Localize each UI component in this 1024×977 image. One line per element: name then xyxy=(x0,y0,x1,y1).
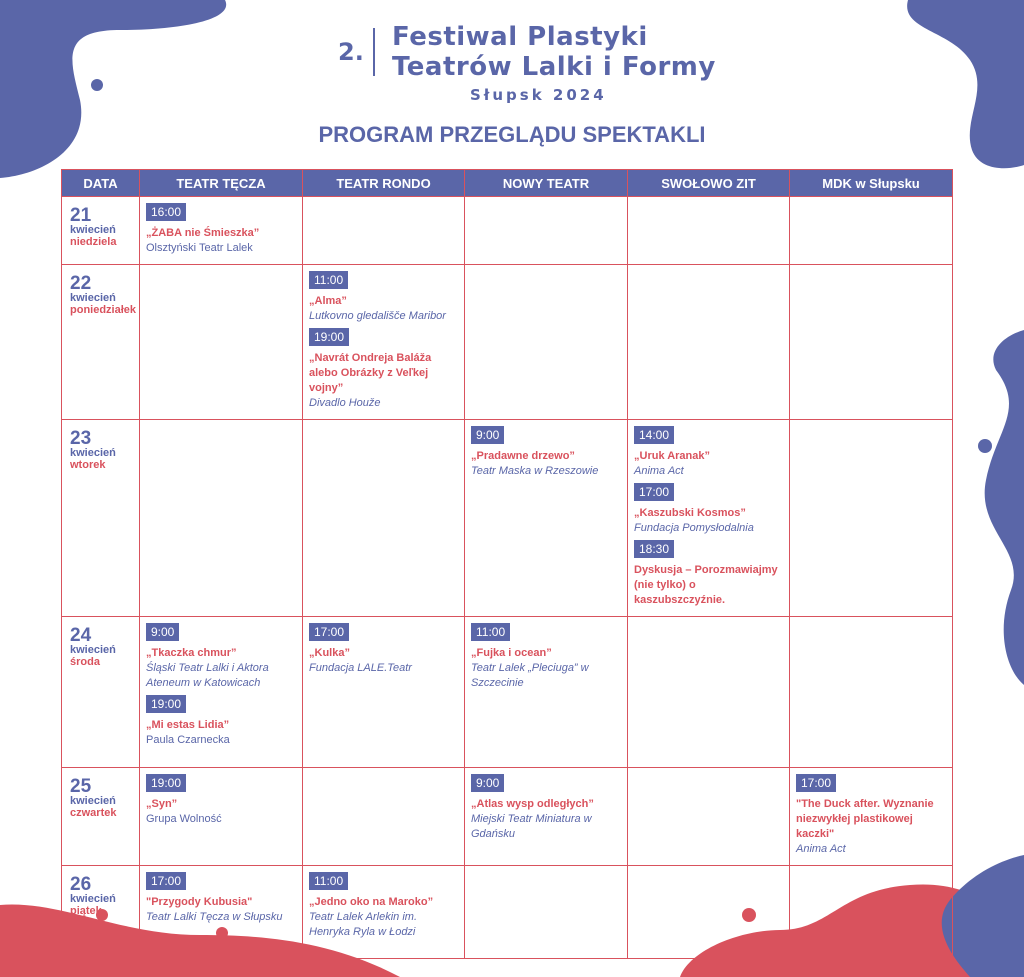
schedule-table xyxy=(61,169,953,959)
schedule-cell xyxy=(628,866,790,959)
event-organizer: Fundacja Pomysłodalnia xyxy=(634,522,754,534)
schedule-cell xyxy=(465,617,628,768)
col-header-nowy-teatr: NOWY TEATR xyxy=(465,170,628,197)
col-header-swolowo-zit: SWOŁOWO ZIT xyxy=(628,170,790,197)
event-item xyxy=(146,774,296,827)
event-organizer: Teatr Lalek „Pleciuga” w Szczecinie xyxy=(471,662,589,689)
day-number: 21 xyxy=(70,205,92,226)
schedule-cell xyxy=(465,866,628,959)
date-cell xyxy=(62,265,140,420)
event-title: „Tkaczka chmur” xyxy=(146,647,237,659)
event-item xyxy=(471,623,621,691)
date-cell xyxy=(62,617,140,768)
right-dot xyxy=(977,438,993,454)
day-name: wtorek xyxy=(70,459,106,471)
schedule-cell xyxy=(790,420,953,617)
schedule-cell xyxy=(465,265,628,420)
event-title: „Navrát Ondreja Baláža alebo Obrázky z Veľkej vojny” xyxy=(309,352,432,394)
event-title: „Atlas wysp odległych” xyxy=(471,798,594,810)
table-row xyxy=(62,420,953,617)
schedule-cell xyxy=(628,768,790,866)
event-organizer: Teatr Lalki Tęcza w Słupsku xyxy=(146,911,283,923)
schedule-cell xyxy=(465,420,628,617)
event-title: „Kaszubski Kosmos” xyxy=(634,507,746,519)
table-row xyxy=(62,617,953,768)
schedule-cell xyxy=(790,866,953,959)
table-row xyxy=(62,866,953,959)
event-title: „Kulka” xyxy=(309,647,350,659)
event-item xyxy=(471,774,621,842)
day-month: kwiecień xyxy=(70,447,116,459)
day-month: kwiecień xyxy=(70,644,116,656)
day-number: 25 xyxy=(70,776,92,797)
event-time-badge: 19:00 xyxy=(309,328,349,346)
event-organizer: Fundacja LALE.Teatr xyxy=(309,662,412,674)
schedule-cell xyxy=(303,197,465,265)
event-title: „Jedno oko na Maroko” xyxy=(309,896,434,908)
day-number: 24 xyxy=(70,625,92,646)
event-title: Dyskusja – Porozmawiajmy (nie tylko) o kaszubszczyźnie. xyxy=(634,564,778,606)
festival-title-line1: Festiwal Plastyki xyxy=(392,22,648,52)
event-organizer: Teatr Lalek Arlekin im. Henryka Ryla w Łodzi xyxy=(309,911,418,938)
table-row xyxy=(62,197,953,265)
schedule-cell xyxy=(303,866,465,959)
schedule-cell xyxy=(465,768,628,866)
event-organizer: Anima Act xyxy=(634,465,684,477)
col-header-teatr-rondo: TEATR RONDO xyxy=(303,170,465,197)
day-name: poniedziałek xyxy=(70,304,137,316)
top-left-dot xyxy=(90,78,104,92)
event-time-badge: 17:00 xyxy=(146,872,186,890)
event-time-badge: 19:00 xyxy=(146,774,186,792)
festival-subtitle: Słupsk 2024 xyxy=(470,86,607,104)
event-item xyxy=(634,540,783,608)
event-title: „Alma” xyxy=(309,295,347,307)
date-cell xyxy=(62,866,140,959)
schedule-cell xyxy=(465,197,628,265)
schedule-cell xyxy=(140,420,303,617)
festival-number: 2. xyxy=(338,38,364,66)
event-title: „Fujka i ocean” xyxy=(471,647,552,659)
day-month: kwiecień xyxy=(70,224,116,236)
right-blob xyxy=(966,330,1024,690)
day-number: 22 xyxy=(70,273,92,294)
event-organizer: Paula Czarnecka xyxy=(146,734,230,746)
event-time-badge: 9:00 xyxy=(471,426,504,444)
schedule-cell xyxy=(140,197,303,265)
program-title: PROGRAM PRZEGLĄDU SPEKTAKLI xyxy=(318,122,706,147)
schedule-cell xyxy=(628,420,790,617)
date-cell xyxy=(62,420,140,617)
event-time-badge: 11:00 xyxy=(309,271,348,289)
day-name: piątek xyxy=(70,905,102,917)
event-item xyxy=(471,426,621,479)
schedule-cell xyxy=(303,420,465,617)
event-time-badge: 17:00 xyxy=(309,623,349,641)
event-item xyxy=(796,774,946,857)
event-organizer: Divadlo Houže xyxy=(309,397,381,409)
schedule-cell xyxy=(303,617,465,768)
day-number: 23 xyxy=(70,428,92,449)
event-time-badge: 14:00 xyxy=(634,426,674,444)
table-row xyxy=(62,265,953,420)
event-item xyxy=(309,872,458,940)
schedule-cell xyxy=(303,768,465,866)
date-cell xyxy=(62,768,140,866)
day-name: niedziela xyxy=(70,236,117,248)
event-time-badge: 16:00 xyxy=(146,203,186,221)
event-time-badge: 9:00 xyxy=(471,774,504,792)
event-item xyxy=(309,623,458,676)
festival-title-line2: Teatrów Lalki i Formy xyxy=(392,52,716,82)
schedule-cell xyxy=(628,265,790,420)
event-title: „Syn” xyxy=(146,798,178,810)
event-time-badge: 17:00 xyxy=(796,774,836,792)
day-number: 26 xyxy=(70,874,92,895)
event-item xyxy=(146,203,296,256)
event-item xyxy=(146,695,296,748)
event-title: „Uruk Aranak” xyxy=(634,450,711,462)
day-name: środa xyxy=(70,656,100,668)
schedule-cell xyxy=(140,866,303,959)
schedule-cell xyxy=(140,768,303,866)
schedule-cell xyxy=(628,617,790,768)
event-item xyxy=(146,623,296,691)
event-item xyxy=(309,328,458,411)
event-time-badge: 17:00 xyxy=(634,483,674,501)
event-organizer: Lutkovno gledališče Maribor xyxy=(309,310,446,322)
event-title: „Pradawne drzewo” xyxy=(471,450,575,462)
event-time-badge: 11:00 xyxy=(471,623,510,641)
event-title: "Przygody Kubusia" xyxy=(146,896,253,908)
event-time-badge: 9:00 xyxy=(146,623,179,641)
event-title: „Mi estas Lidia” xyxy=(146,719,230,731)
schedule-cell xyxy=(303,265,465,420)
event-item xyxy=(634,483,783,536)
event-organizer: Olsztyński Teatr Lalek xyxy=(146,242,253,254)
festival-divider xyxy=(373,28,375,76)
event-organizer: Teatr Maska w Rzeszowie xyxy=(471,465,599,477)
event-title: "The Duck after. Wyznanie niezwykłej plastikowej kaczki" xyxy=(796,798,934,840)
header-row xyxy=(62,170,953,197)
schedule-cell xyxy=(140,265,303,420)
col-header-mdk: MDK w Słupsku xyxy=(790,170,953,197)
event-time-badge: 19:00 xyxy=(146,695,186,713)
event-time-badge: 11:00 xyxy=(309,872,348,890)
schedule-cell xyxy=(790,197,953,265)
date-cell xyxy=(62,197,140,265)
day-month: kwiecień xyxy=(70,893,116,905)
event-organizer: Miejski Teatr Miniatura w Gdańsku xyxy=(471,813,592,840)
event-item xyxy=(146,872,296,925)
schedule-cell xyxy=(628,197,790,265)
schedule-cell xyxy=(790,265,953,420)
col-header-data: DATA xyxy=(62,170,140,197)
event-organizer: Śląski Teatr Lalki i Aktora Ateneum w Katowicach xyxy=(146,662,269,689)
schedule-cell xyxy=(140,617,303,768)
schedule-cell xyxy=(790,617,953,768)
day-month: kwiecień xyxy=(70,292,116,304)
col-header-teatr-tecza: TEATR TĘCZA xyxy=(140,170,303,197)
top-left-blob xyxy=(0,0,240,180)
day-name: czwartek xyxy=(70,807,117,819)
event-item xyxy=(634,426,783,479)
event-organizer: Anima Act xyxy=(796,843,846,855)
event-time-badge: 18:30 xyxy=(634,540,674,558)
event-organizer: Grupa Wolność xyxy=(146,813,222,825)
schedule-cell xyxy=(790,768,953,866)
day-month: kwiecień xyxy=(70,795,116,807)
table-row xyxy=(62,768,953,866)
event-title: „ŻABA nie Śmieszka” xyxy=(146,227,260,239)
event-item xyxy=(309,271,458,324)
